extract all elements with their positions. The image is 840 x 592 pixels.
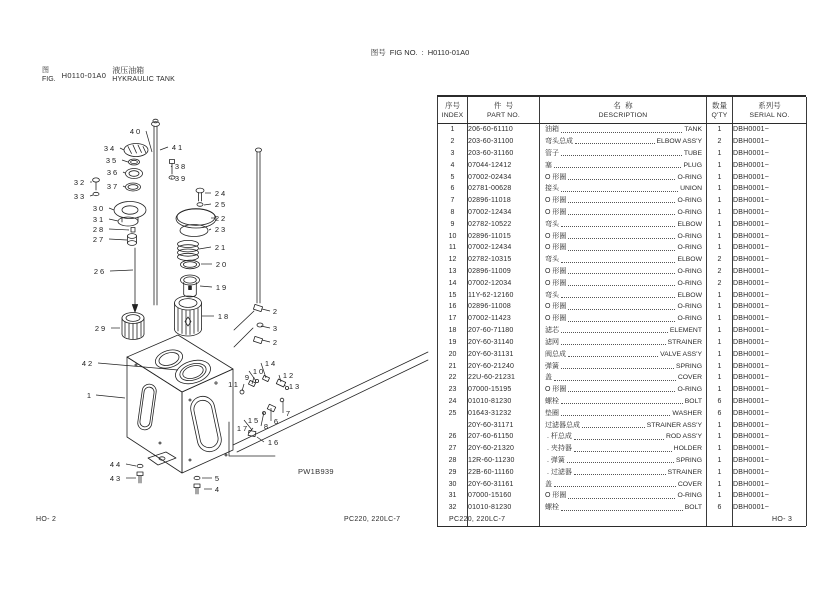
table-cell: 07002-11423 [468,313,540,325]
table-cell: 1 [707,431,733,443]
callout-9: 9 [244,372,252,382]
table-cell: O 形圈 O-RING [540,171,707,183]
table-cell: 07002-12034 [468,278,540,290]
callout-11: 11 [228,379,240,389]
table-cell: 1 [707,242,733,254]
table-cell: 02782-10315 [468,254,540,266]
table-cell: 1 [707,384,733,396]
table-cell: 203-60-31160 [468,148,540,160]
table-cell: 1 [707,124,733,136]
callout-21: 21 [214,242,228,252]
table-cell: 207-60-61150 [468,431,540,443]
col-header-description: 名 称 DESCRIPTION [540,97,707,124]
table-cell: 滤网 STRAINER [540,337,707,349]
table-cell: 2 [707,278,733,290]
table-cell: DBH0001~ [733,195,807,207]
table-row [438,313,807,325]
table-cell: 1 [707,313,733,325]
callout-19: 19 [215,282,229,292]
table-row [438,360,807,372]
table-cell: 24 [438,396,468,408]
table-cell: 6 [438,183,468,195]
table-cell: 接头 UNION [540,183,707,195]
table-cell: 17 [438,313,468,325]
table-cell: DBH0001~ [733,124,807,136]
table-cell: 21 [438,360,468,372]
callout-15: 15 [247,415,261,425]
fig-title-cn: 液压油箱 [112,66,145,75]
callout-6: 6 [273,416,281,426]
table-cell: DBH0001~ [733,242,807,254]
table-cell: 07000-15160 [468,490,540,502]
table-row [438,431,807,443]
table-cell: 6 [707,502,733,514]
table-cell: . 夹持器 HOLDER [540,443,707,455]
table-cell: O 形圈 O-RING [540,384,707,396]
callout-44: 44 [109,459,123,469]
table-cell: O 形圈 O-RING [540,278,707,290]
callout-20: 20 [215,259,229,269]
table-cell: 阀总成 VALVE ASS'Y [540,348,707,360]
table-cell: DBH0001~ [733,431,807,443]
table-cell: 20Y-60-31171 [468,419,540,431]
table-cell: 28 [438,455,468,467]
parts-table [437,97,807,526]
table-cell: 23 [438,384,468,396]
fig-no-separator: : [421,48,424,57]
table-cell: 29 [438,467,468,479]
callout-layer [30,100,440,520]
table-cell: 螺栓 BOLT [540,396,707,408]
table-cell: 8 [438,207,468,219]
table-cell: 26 [438,431,468,443]
table-cell: 1 [707,325,733,337]
table-row [438,337,807,349]
callout-2: 2 [272,306,280,316]
table-cell: DBH0001~ [733,337,807,349]
table-cell: DBH0001~ [733,230,807,242]
table-cell: 206-60-61110 [468,124,540,136]
fig-label-en: FIG. [42,76,56,83]
table-cell: DBH0001~ [733,159,807,171]
col-header-part-no: 件 号 PART NO. [468,97,540,124]
table-cell: 11 [438,242,468,254]
fig-no-value: H0110-01A0 [427,48,470,57]
fig-no-header [0,47,840,58]
callout-37: 37 [106,181,120,191]
table-cell: 1 [707,207,733,219]
table-cell: DBH0001~ [733,183,807,195]
table-cell: 20Y-60-31161 [468,478,540,490]
fig-title-en: HYKRAULIC TANK [112,76,176,83]
callout-42: 42 [81,358,95,368]
col-header-qty: 数量 Q'TY [707,97,733,124]
callout-24: 24 [214,188,228,198]
table-row [438,254,807,266]
table-cell: 2 [707,266,733,278]
table-cell: 1 [707,183,733,195]
callout-22: 22 [214,213,228,223]
callout-26: 26 [93,266,107,276]
table-cell: 1 [707,289,733,301]
table-cell: 19 [438,337,468,349]
table-cell: 02782-10522 [468,219,540,231]
table-cell: 1 [707,171,733,183]
table-cell: 20Y-60-31140 [468,337,540,349]
table-cell: 1 [707,419,733,431]
table-cell: DBH0001~ [733,419,807,431]
table-cell: 1 [707,467,733,479]
table-cell: 01010-81230 [468,502,540,514]
callout-31: 31 [92,214,106,224]
col-header-index: 序号 INDEX [438,97,468,124]
table-cell: DBH0001~ [733,360,807,372]
exploded-view-diagram [30,100,440,520]
callout-27: 27 [92,234,106,244]
table-cell: 2 [707,136,733,148]
table-cell: 20 [438,348,468,360]
callout-12: 12 [282,370,296,380]
table-row [438,467,807,479]
table-cell: 31 [438,490,468,502]
page-number-left: HO- 2 [36,516,57,523]
table-row [438,171,807,183]
table-cell: 1 [707,159,733,171]
callout-13: 13 [288,381,302,391]
callout-3: 3 [272,323,280,333]
table-cell: DBH0001~ [733,219,807,231]
table-cell: 1 [707,219,733,231]
table-cell: 滤芯 ELEMENT [540,325,707,337]
table-cell: 弯头 ELBOW [540,219,707,231]
table-cell: DBH0001~ [733,325,807,337]
table-cell: DBH0001~ [733,490,807,502]
table-cell: 32 [438,502,468,514]
page-number-right: HO- 3 [772,516,793,523]
callout-8: 8 [263,421,271,431]
table-cell: 07002-02434 [468,171,540,183]
fig-number: H0110-01A0 [61,71,107,80]
table-row [438,278,807,290]
table-cell: . 弹簧 SPRING [540,455,707,467]
table-cell: O 形圈 O-RING [540,490,707,502]
table-cell: O 形圈 O-RING [540,242,707,254]
table-row [438,396,807,408]
table-cell: 15 [438,289,468,301]
table-row [438,408,807,420]
table-cell: DBH0001~ [733,148,807,160]
table-row [438,159,807,171]
table-cell: 盖 COVER [540,372,707,384]
callout-28: 28 [92,224,106,234]
fig-no-label-cn: 图号 [370,48,386,57]
table-cell: 1 [707,230,733,242]
table-row [438,183,807,195]
table-cell: 1 [707,490,733,502]
table-cell: 1 [707,348,733,360]
table-cell: O 形圈 O-RING [540,207,707,219]
table-cell: 1 [707,195,733,207]
callout-18: 18 [217,311,231,321]
table-cell: 20Y-60-31131 [468,348,540,360]
table-cell: 10 [438,230,468,242]
table-cell: 27 [438,443,468,455]
table-row [438,207,807,219]
table-cell: 13 [438,266,468,278]
table-cell: DBH0001~ [733,467,807,479]
callout-17: 17 [236,423,250,433]
table-cell: 203-60-31100 [468,136,540,148]
table-cell: 01643-31232 [468,408,540,420]
callout-1: 1 [86,390,94,400]
model-footer-right: PC220, 220LC-7 [449,516,506,523]
fig-no-label-en: FIG NO. [389,48,418,57]
table-cell [438,419,468,431]
table-row [438,455,807,467]
callout-34: 34 [103,143,117,153]
table-cell: 02896-11018 [468,195,540,207]
table-cell: 30 [438,478,468,490]
table-row [438,266,807,278]
callout-33: 33 [73,191,87,201]
table-row [438,230,807,242]
table-cell: 12 [438,254,468,266]
col-header-serial-no: 系列号 SERIAL NO. [733,97,807,124]
table-row [438,443,807,455]
parts-table-wrap [437,95,806,527]
table-cell: DBH0001~ [733,443,807,455]
table-cell: 22U-60-21231 [468,372,540,384]
table-row [438,148,807,160]
table-cell: DBH0001~ [733,289,807,301]
table-cell: 1 [707,360,733,372]
table-cell: 6 [707,408,733,420]
table-cell: 1 [707,301,733,313]
table-cell: O 形圈 O-RING [540,266,707,278]
table-cell: 1 [707,148,733,160]
table-cell: 6 [707,396,733,408]
table-cell: 22 [438,372,468,384]
table-cell: . 过滤器 STRAINER [540,467,707,479]
table-cell: DBH0001~ [733,254,807,266]
table-cell: 1 [707,337,733,349]
table-row [438,301,807,313]
table-cell: 01010-81230 [468,396,540,408]
table-cell: 20Y-60-21320 [468,443,540,455]
table-row [438,136,807,148]
table-row [438,219,807,231]
table-cell: 1 [438,124,468,136]
table-cell: 弯头 ELBOW [540,254,707,266]
table-cell: DBH0001~ [733,372,807,384]
table-cell: DBH0001~ [733,502,807,514]
callout-41: 41 [171,142,185,152]
table-row [438,419,807,431]
table-cell: 1 [707,372,733,384]
table-cell: O 形圈 O-RING [540,195,707,207]
table-cell: 弹簧 SPRING [540,360,707,372]
table-cell: 02781-00628 [468,183,540,195]
table-row [438,502,807,514]
table-cell: 油箱 TANK [540,124,707,136]
table-row [438,242,807,254]
table-cell: DBH0001~ [733,313,807,325]
table-cell: 20Y-60-21240 [468,360,540,372]
callout-10: 10 [252,366,266,376]
table-cell: 过滤器总成 STRAINER ASS'Y [540,419,707,431]
table-row [438,478,807,490]
callout-16: 16 [267,437,281,447]
table-cell: 弯头 ELBOW [540,289,707,301]
table-cell: 盖 COVER [540,478,707,490]
table-cell: 垫圈 WASHER [540,408,707,420]
table-cell: . 杆总成 ROD ASS'Y [540,431,707,443]
table-cell: DBH0001~ [733,478,807,490]
callout-4: 4 [214,484,222,494]
table-cell: DBH0001~ [733,278,807,290]
callout-39: 39 [174,173,188,183]
table-header-row [438,97,807,124]
table-cell: DBH0001~ [733,384,807,396]
callout-25: 25 [214,199,228,209]
table-cell: O 形圈 O-RING [540,230,707,242]
callout-14: 14 [264,358,278,368]
table-cell: DBH0001~ [733,171,807,183]
table-cell: 1 [707,443,733,455]
table-cell: 207-60-71180 [468,325,540,337]
table-cell: 3 [438,148,468,160]
callout-40: 40 [129,126,143,136]
table-row [438,490,807,502]
table-cell: DBH0001~ [733,136,807,148]
table-row [438,372,807,384]
table-cell: 5 [438,171,468,183]
table-row [438,348,807,360]
table-cell: O 形圈 O-RING [540,301,707,313]
table-cell: 02896-11008 [468,301,540,313]
table-cell: DBH0001~ [733,207,807,219]
table-cell: 07002-12434 [468,242,540,254]
table-cell: 02896-11009 [468,266,540,278]
table-cell: 25 [438,408,468,420]
table-cell: 02896-11015 [468,230,540,242]
table-cell: DBH0001~ [733,266,807,278]
parts-table-body [438,124,807,527]
table-cell: 1 [707,455,733,467]
callout-2: 2 [272,337,280,347]
table-cell: DBH0001~ [733,408,807,420]
table-cell: 管子 TUBE [540,148,707,160]
model-footer-left: PC220, 220LC-7 [344,516,401,523]
table-row [438,289,807,301]
callout-35: 35 [105,155,119,165]
table-row [438,384,807,396]
table-cell: DBH0001~ [733,301,807,313]
drawing-code: PW1B939 [298,467,334,476]
table-cell: 12R-60-11230 [468,455,540,467]
table-cell: 16 [438,301,468,313]
table-row [438,325,807,337]
table-cell: 2 [438,136,468,148]
table-cell: 2 [707,254,733,266]
table-cell: 1 [707,478,733,490]
table-cell: 07002-12434 [468,207,540,219]
table-cell: 4 [438,159,468,171]
table-cell: 18 [438,325,468,337]
callout-43: 43 [109,473,123,483]
table-cell: 塞 PLUG [540,159,707,171]
table-cell: 07044-12412 [468,159,540,171]
table-cell: DBH0001~ [733,396,807,408]
table-cell: DBH0001~ [733,348,807,360]
table-row [438,195,807,207]
table-cell: 14 [438,278,468,290]
callout-7: 7 [285,408,293,418]
callout-32: 32 [73,177,87,187]
table-cell: 7 [438,195,468,207]
table-cell: DBH0001~ [733,455,807,467]
table-cell: 9 [438,219,468,231]
callout-36: 36 [106,167,120,177]
table-cell: 弯头总成 ELBOW ASS'Y [540,136,707,148]
callout-38: 38 [174,161,188,171]
table-cell: 螺栓 BOLT [540,502,707,514]
callout-23: 23 [214,224,228,234]
table-cell: 07000-15195 [468,384,540,396]
fig-label-cn: 图 [42,67,49,74]
table-cell: 11Y-62-12160 [468,289,540,301]
table-cell: O 形圈 O-RING [540,313,707,325]
callout-5: 5 [214,473,222,483]
callout-30: 30 [92,203,106,213]
table-cell: 22B-60-11160 [468,467,540,479]
table-row [438,124,807,136]
callout-29: 29 [94,323,108,333]
figure-title-block [42,66,175,84]
